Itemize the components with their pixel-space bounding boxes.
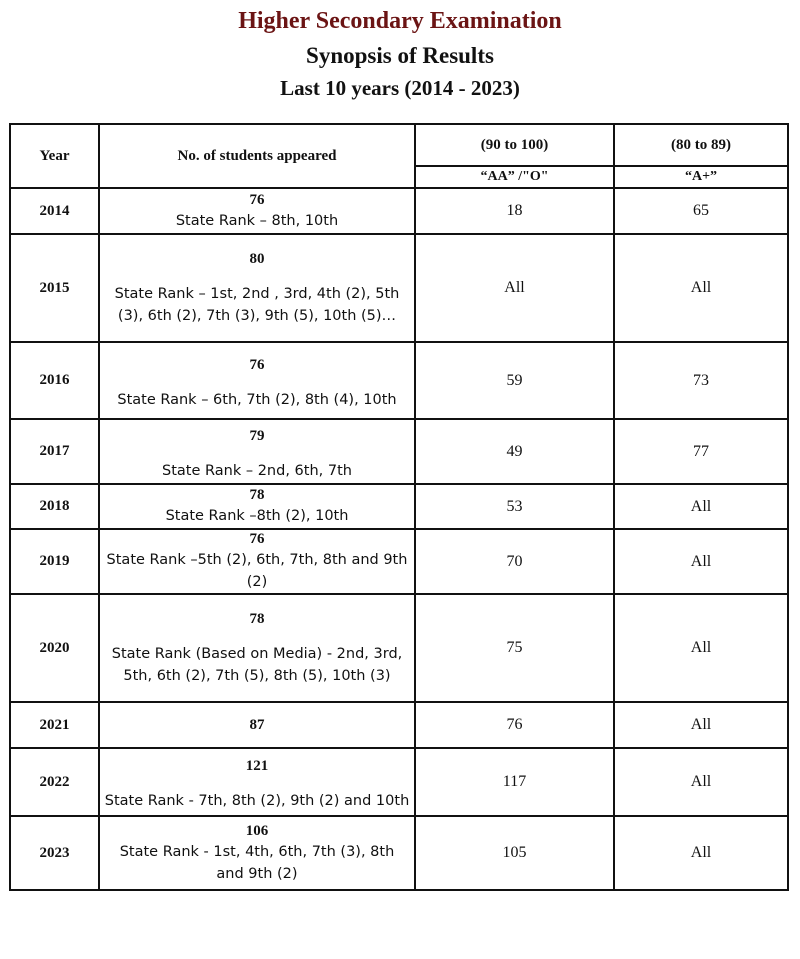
row-year: 2021 bbox=[10, 702, 99, 748]
state-rank: State Rank - 7th, 8th (2), 9th (2) and 10th bbox=[104, 792, 410, 809]
student-count: 79 bbox=[249, 427, 265, 444]
row-students bbox=[99, 748, 415, 816]
row-ap-count: All bbox=[614, 816, 788, 890]
student-count: 87 bbox=[249, 716, 265, 733]
header-year: Year bbox=[10, 124, 99, 188]
table-row bbox=[10, 816, 788, 890]
row-ap-count: All bbox=[614, 529, 788, 594]
row-students bbox=[99, 484, 415, 529]
header-aa-grade: “AA” /"O" bbox=[415, 166, 614, 188]
student-count: 106 bbox=[245, 822, 269, 839]
row-aa-count: 76 bbox=[415, 702, 614, 748]
row-ap-count: All bbox=[614, 484, 788, 529]
row-students bbox=[99, 816, 415, 890]
row-ap-count: All bbox=[614, 702, 788, 748]
row-aa-count: 18 bbox=[415, 188, 614, 234]
row-year: 2020 bbox=[10, 594, 99, 702]
row-students bbox=[99, 419, 415, 484]
state-rank: State Rank –5th (2), 6th, 7th, 8th and 9th (2) bbox=[106, 552, 408, 590]
state-rank: State Rank (Based on Media) - 2nd, 3rd, 5th, 6th (2), 7th (5), 8th (5), 10th (3) bbox=[111, 645, 403, 684]
header-aa-range: (90 to 100) bbox=[415, 124, 614, 166]
student-count: 76 bbox=[249, 357, 265, 373]
row-year: 2018 bbox=[10, 484, 99, 529]
table-row bbox=[10, 419, 788, 484]
student-count: 80 bbox=[249, 250, 265, 267]
page-title: Higher Secondary Examination bbox=[238, 8, 562, 34]
row-students bbox=[99, 342, 415, 419]
table-row bbox=[10, 484, 788, 529]
row-year: 2016 bbox=[10, 342, 99, 419]
student-count: 121 bbox=[245, 757, 269, 774]
table-row bbox=[10, 234, 788, 342]
row-year: 2023 bbox=[10, 816, 99, 890]
student-count: 78 bbox=[249, 610, 265, 627]
row-ap-count: 65 bbox=[614, 188, 788, 234]
state-rank: State Rank – 2nd, 6th, 7th bbox=[162, 462, 352, 479]
row-year: 2017 bbox=[10, 419, 99, 484]
header-ap-range: (80 to 89) bbox=[614, 124, 788, 166]
row-year: 2014 bbox=[10, 188, 99, 234]
row-ap-count: All bbox=[614, 594, 788, 702]
row-students bbox=[99, 594, 415, 702]
state-rank: State Rank – 1st, 2nd , 3rd, 4th (2), 5th (3), 6th (2), 7th (3), 9th (5), 10th (5)… bbox=[114, 285, 400, 324]
state-rank: State Rank – 8th, 10th bbox=[175, 212, 339, 229]
row-aa-count: 70 bbox=[415, 529, 614, 594]
row-aa-count: 49 bbox=[415, 419, 614, 484]
row-ap-count: All bbox=[614, 748, 788, 816]
table-row bbox=[10, 702, 788, 748]
row-ap-count: 77 bbox=[614, 419, 788, 484]
row-aa-count: 105 bbox=[415, 816, 614, 890]
row-year: 2022 bbox=[10, 748, 99, 816]
row-aa-count: 53 bbox=[415, 484, 614, 529]
page-subtitle: Synopsis of Results bbox=[306, 43, 494, 68]
table-row bbox=[10, 342, 788, 419]
student-count: 76 bbox=[249, 531, 265, 547]
row-aa-count: 59 bbox=[415, 342, 614, 419]
row-students bbox=[99, 234, 415, 342]
student-count: 76 bbox=[249, 191, 265, 208]
row-ap-count: 73 bbox=[614, 342, 788, 419]
table-row bbox=[10, 594, 788, 702]
state-rank: State Rank –8th (2), 10th bbox=[165, 508, 349, 524]
table-row bbox=[10, 188, 788, 234]
period-label: Last 10 years (2014 - 2023) bbox=[280, 76, 520, 100]
row-students bbox=[99, 529, 415, 594]
state-rank: State Rank – 6th, 7th (2), 8th (4), 10th bbox=[117, 392, 397, 408]
table-row bbox=[10, 748, 788, 816]
results-table bbox=[9, 123, 789, 891]
row-aa-count: 75 bbox=[415, 594, 614, 702]
row-year: 2015 bbox=[10, 234, 99, 342]
table-row bbox=[10, 529, 788, 594]
student-count: 78 bbox=[249, 487, 265, 503]
header-ap-grade: “A+” bbox=[614, 166, 788, 188]
row-aa-count: All bbox=[415, 234, 614, 342]
row-students bbox=[99, 188, 415, 234]
row-ap-count: All bbox=[614, 234, 788, 342]
state-rank: State Rank - 1st, 4th, 6th, 7th (3), 8th and 9th (2) bbox=[119, 843, 395, 882]
row-aa-count: 117 bbox=[415, 748, 614, 816]
row-students bbox=[99, 702, 415, 748]
row-year: 2019 bbox=[10, 529, 99, 594]
header-students: No. of students appeared bbox=[99, 124, 415, 188]
